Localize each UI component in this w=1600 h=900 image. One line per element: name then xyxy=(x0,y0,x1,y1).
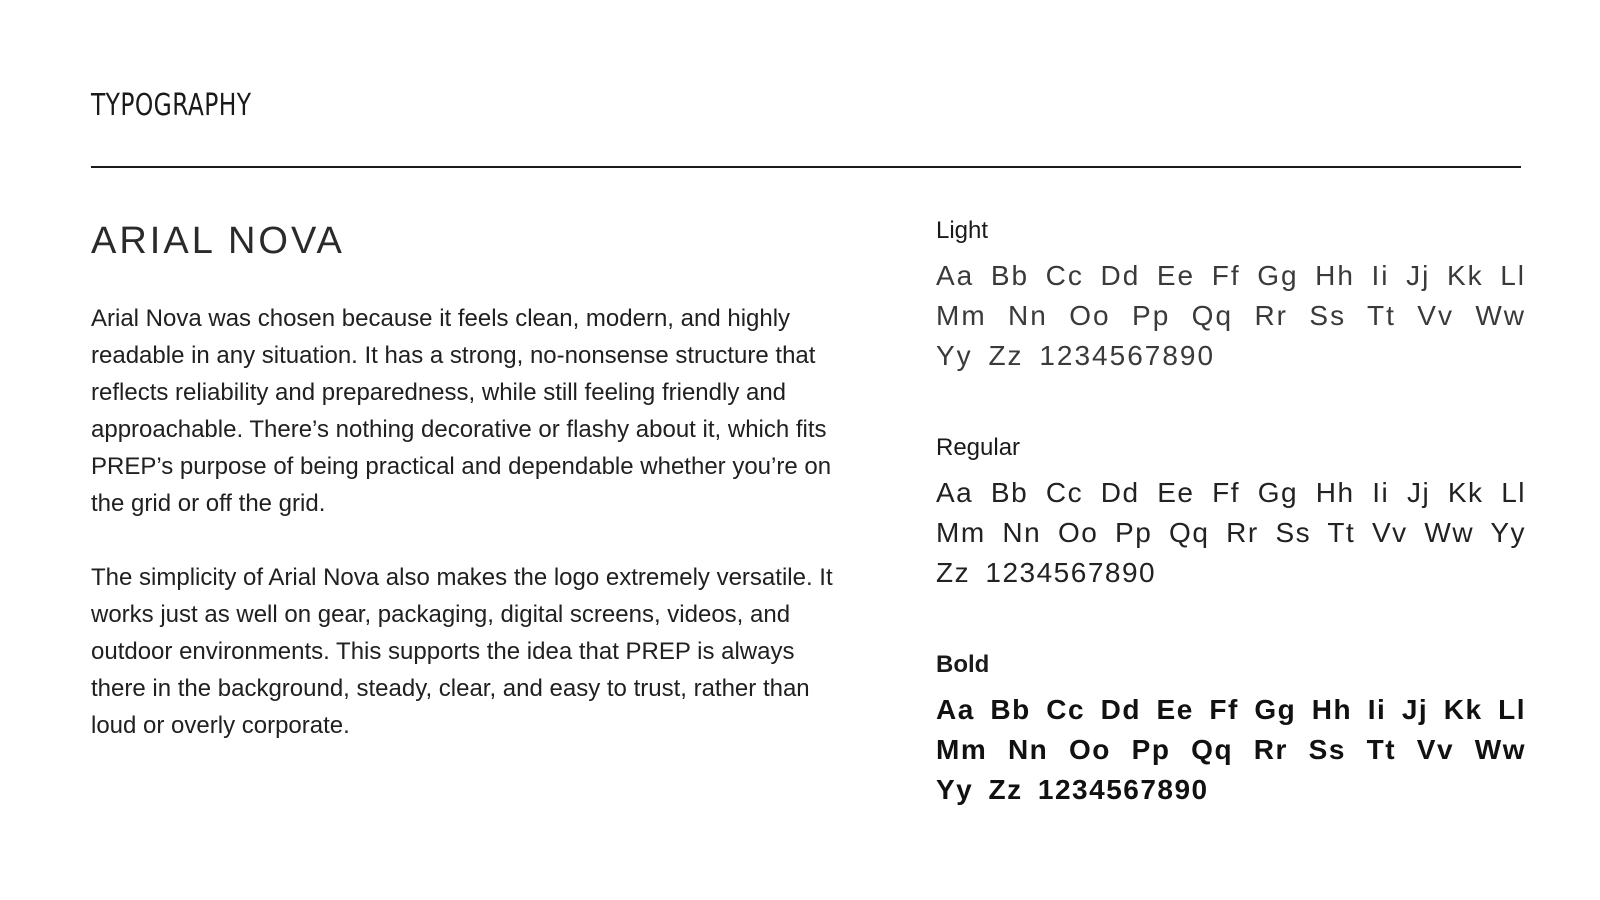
weight-block-regular xyxy=(936,433,1526,650)
weight-block-light xyxy=(936,216,1526,433)
weight-sample-regular: Aa Bb Cc Dd Ee Ff Gg Hh Ii Jj Kk Ll Mm Nn Oo Pp Qq Rr Ss Tt Vv Ww Yy Zz 1234567890 xyxy=(936,477,1526,588)
font-name-heading: ARIAL NOVA xyxy=(91,220,345,262)
description-paragraph-2: The simplicity of Arial Nova also makes the logo extremely versatile. It works just as well on gear, packaging, digital screens, videos, and outdoor environments. This supports the idea that PREP is always there in the background, steady, clear, and easy to trust, rather than loud or overly corporate. xyxy=(91,564,833,739)
font-description xyxy=(91,300,851,781)
weight-label-bold: Bold xyxy=(936,651,990,678)
font-weights-specimen xyxy=(936,216,1526,867)
header-divider xyxy=(91,166,1521,168)
section-title: TYPOGRAPHY xyxy=(91,88,252,123)
weight-label-light: Light xyxy=(936,217,989,244)
weight-block-bold xyxy=(936,650,1526,867)
description-paragraph-1: Arial Nova was chosen because it feels clean, modern, and highly readable in any situation. It has a strong, no-nonsense structure that reflects reliability and preparedness, while still feeling friendly and approachable. There’s nothing decorative or flashy about it, which fits PREP’s purpose of being practical and dependable whether you’re on the grid or off the grid. xyxy=(91,305,832,517)
weight-sample-light: Aa Bb Cc Dd Ee Ff Gg Hh Ii Jj Kk Ll Mm Nn Oo Pp Qq Rr Ss Tt Vv Ww Yy Zz 1234567890 xyxy=(936,260,1526,371)
weight-label-regular: Regular xyxy=(936,434,1021,461)
weight-sample-bold: Aa Bb Cc Dd Ee Ff Gg Hh Ii Jj Kk Ll Mm Nn Oo Pp Qq Rr Ss Tt Vv Ww Yy Zz 1234567890 xyxy=(936,694,1526,805)
